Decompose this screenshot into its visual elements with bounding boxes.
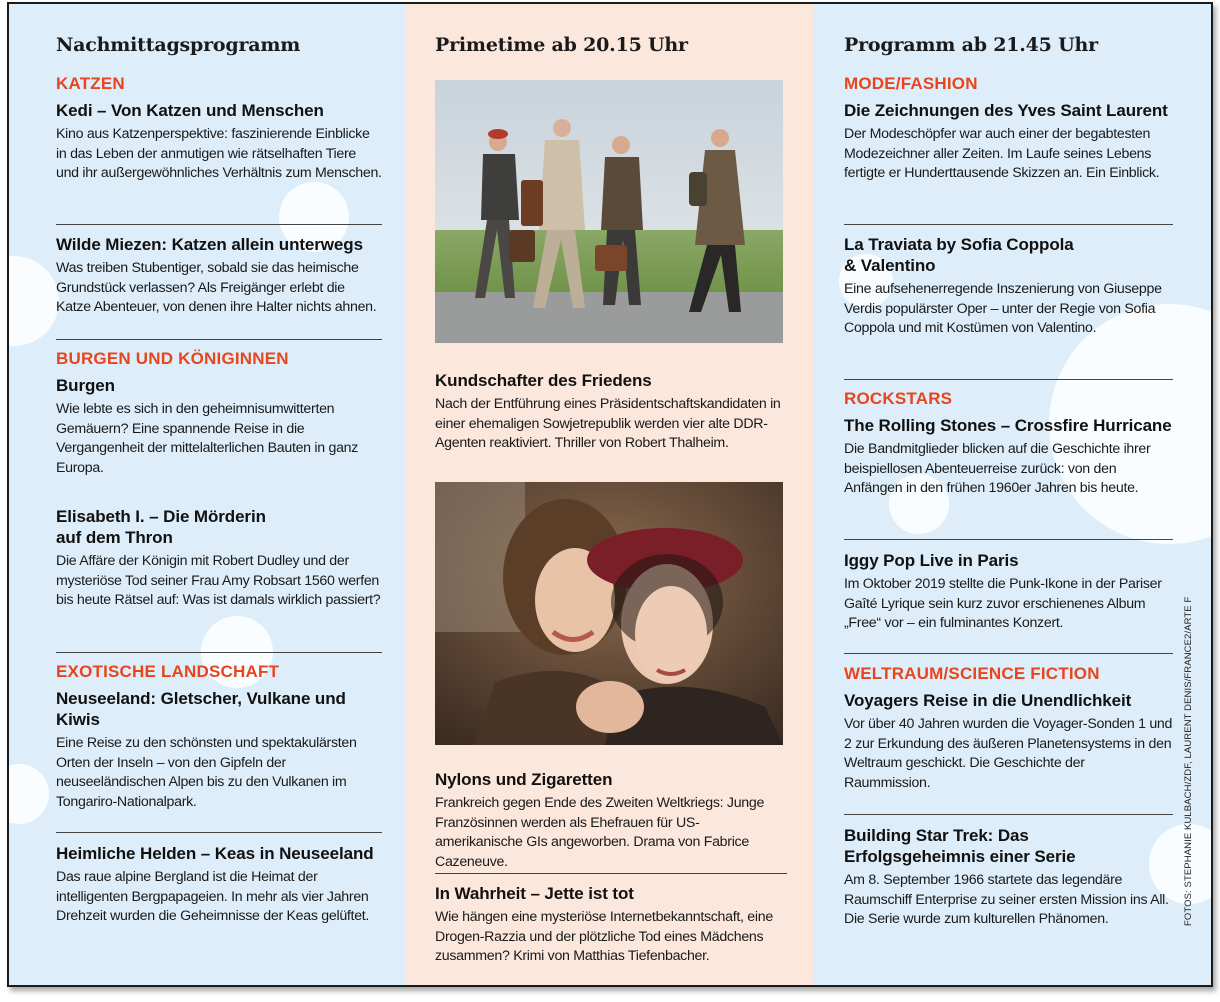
column-heading: Programm ab 21.45 Uhr	[844, 34, 1098, 56]
program-title: Die Zeichnungen des Yves Saint Laurent	[844, 101, 1168, 120]
program-title: Kundschafter des Friedens	[435, 371, 652, 390]
program-description: Vor über 40 Jahren wurden die Voyager-Sonden 1 und 2 zur Erkundung des äußeren Planetensystems in den Weltraum geschickt. Die Geschichte der Raummission.	[844, 716, 1173, 791]
program-entry	[844, 234, 1173, 339]
separator	[56, 224, 382, 225]
film-still-kundschafter	[435, 80, 787, 343]
program-entry	[844, 825, 1173, 930]
separator	[844, 379, 1173, 380]
program-title: Wilde Miezen: Katzen allein unterwegs	[56, 235, 363, 254]
section-burgen	[56, 349, 382, 478]
section-mode	[844, 74, 1173, 184]
program-entry	[844, 550, 1173, 634]
column-heading: Nachmittagsprogramm	[56, 34, 301, 56]
program-entry	[56, 506, 382, 611]
category-label: WELTRAUM/SCIENCE FICTION	[844, 664, 1100, 683]
separator	[56, 339, 382, 340]
afternoon-column	[9, 4, 405, 985]
category-label: KATZEN	[56, 74, 125, 93]
program-entry	[56, 843, 382, 927]
program-description: Das raue alpine Bergland ist die Heimat der intelligenten Bergpapageien. In mehr als vier Jahren Drehzeit wurden die Geheimnisse der Keas gelüftet.	[56, 869, 370, 925]
program-title: Heimliche Helden – Keas in Neuseeland	[56, 844, 374, 863]
section-weltraum	[844, 664, 1173, 793]
program-entry	[435, 883, 787, 967]
category-label: ROCKSTARS	[844, 389, 953, 408]
primetime-column	[405, 4, 813, 985]
category-label: MODE/FASHION	[844, 74, 978, 93]
program-description: Eine Reise zu den schönsten und spektakulärsten Orten der Inseln – von den Gipfeln der neuseeländischen Alpen bis zu den Vulkanen im Tongariro-Nationalpark.	[56, 735, 357, 810]
section-landschaft	[56, 662, 382, 812]
program-title: The Rolling Stones – Crossfire Hurricane	[844, 416, 1172, 435]
program-title: In Wahrheit – Jette ist tot	[435, 884, 634, 903]
separator	[435, 873, 787, 874]
separator	[844, 539, 1173, 540]
separator	[56, 832, 382, 833]
film-still-nylons	[435, 482, 787, 745]
section-katzen	[56, 74, 382, 184]
category-label: BURGEN UND KÖNIGINNEN	[56, 349, 289, 368]
program-description: Die Affäre der Königin mit Robert Dudley und der mysteriöse Tod seiner Frau Amy Robsart 1560 werfen bis heute Rätsel auf: Was ist damals wirklich passiert?	[56, 553, 381, 609]
late-column	[813, 4, 1213, 985]
separator	[844, 224, 1173, 225]
program-description: Kino aus Katzenperspektive: faszinierende Einblicke in das Leben der anmutigen wie rätselhaften Tiere und ihr außergewöhnliches Verhältnis zum Menschen.	[56, 126, 382, 182]
program-title: Kedi – Von Katzen und Menschen	[56, 101, 324, 120]
section-rockstars	[844, 389, 1173, 499]
program-description: Im Oktober 2019 stellte die Punk-Ikone in der Pariser Gaîté Lyrique sein kurz zuvor erschienenes Album „Free“ vor – ein fulminantes Konzert.	[844, 576, 1162, 632]
program-title: Iggy Pop Live in Paris	[844, 551, 1019, 570]
program-entry	[56, 234, 382, 318]
separator	[844, 814, 1173, 815]
program-description: Eine aufsehenerregende Inszenierung von Giuseppe Verdis populärster Oper – unter der Regie von Sofia Coppola und mit Kostümen von Valentino.	[844, 281, 1162, 337]
program-description: Frankreich gegen Ende des Zweiten Weltkriegs: Junge Französinnen werden als Ehefrauen für US-amerikanische GIs angeworben. Drama von Fabrice Cazeneuve.	[435, 795, 765, 870]
program-description: Wie lebte es sich in den geheimnisumwitterten Gemäuern? Eine spannende Reise in die Vergangenheit der mittelalterlichen Bauten in ganz Europa.	[56, 401, 359, 476]
program-description: Die Bandmitglieder blicken auf die Geschichte ihrer beispiellosen Abenteuerreise zurück: von den Anfängen in den frühen 1960er Jahren bis heute.	[844, 441, 1151, 497]
program-description: Der Modeschöpfer war auch einer der begabtesten Modezeichner aller Zeiten. Im Laufe seines Lebens fertigte er Hunderttausende Skizzen an. Ein Einblick.	[844, 126, 1160, 182]
program-title: La Traviata by Sofia Coppola & Valentino	[844, 235, 1074, 275]
program-title: Neuseeland: Gletscher, Vulkane und Kiwis	[56, 689, 346, 729]
program-description: Wie hängen eine mysteriöse Internetbekanntschaft, eine Drogen-Razzia und der plötzliche Tod eines Mädchens zusammen? Krimi von Matthias Tiefenbacher.	[435, 909, 773, 965]
category-label: EXOTISCHE LANDSCHAFT	[56, 662, 280, 681]
program-description: Was treiben Stubentiger, sobald sie das heimische Grundstück verlassen? Als Freigänger erlebt die Katze Abenteuer, von denen ihre Halter nichts ahnen.	[56, 260, 377, 316]
program-description: Nach der Entführung eines Präsidentschaftskandidaten in einer ehemaligen Sowjetrepublik werden vier alte DDR-Agenten reaktiviert. Thriller von Robert Thalheim.	[435, 396, 781, 452]
photo-credit: FOTOS: STEPHANIE KULBACH/ZDF, LAURENT DENIS/FRANCE2/ARTE F	[1183, 596, 1194, 926]
program-description: Am 8. September 1966 startete das legendäre Raumschiff Enterprise zu seiner ersten Mission ins All. Die Serie wurde zum kulturellen Phänomen.	[844, 872, 1169, 928]
program-title: Elisabeth I. – Die Mörderin auf dem Thron	[56, 507, 266, 547]
program-guide	[7, 2, 1213, 987]
program-entry	[435, 769, 787, 872]
program-title: Nylons und Zigaretten	[435, 770, 613, 789]
program-title: Building Star Trek: Das Erfolgsgeheimnis einer Serie	[844, 826, 1076, 866]
program-entry	[435, 370, 787, 454]
separator	[844, 653, 1173, 654]
column-heading: Primetime ab 20.15 Uhr	[435, 34, 688, 56]
program-title: Voyagers Reise in die Unendlichkeit	[844, 691, 1132, 710]
separator	[56, 652, 382, 653]
program-title: Burgen	[56, 376, 115, 395]
